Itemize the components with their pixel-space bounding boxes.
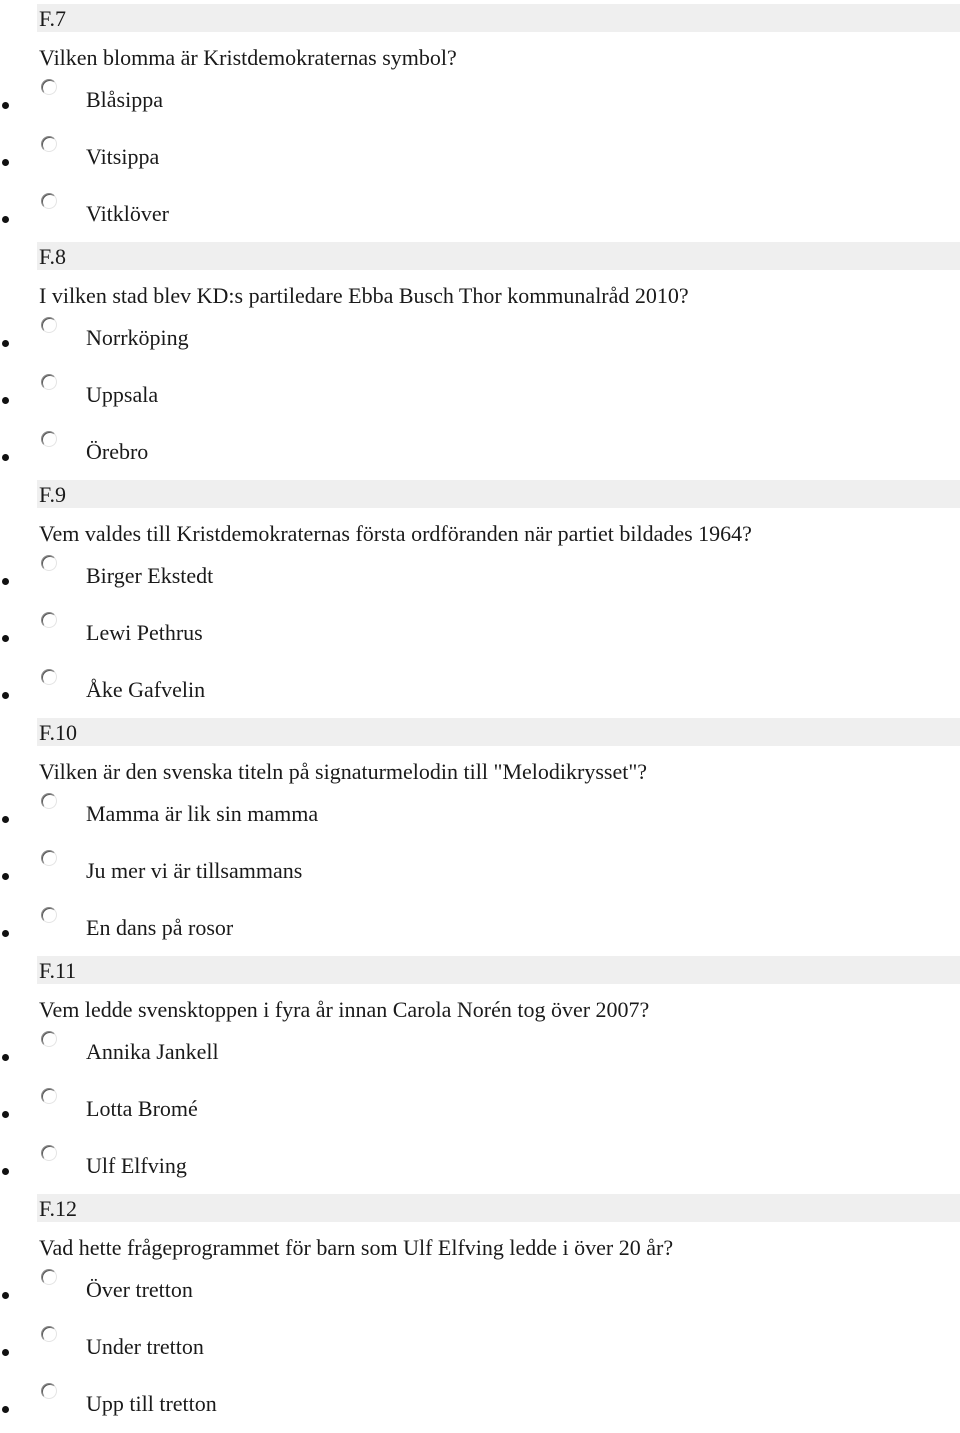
answer-option xyxy=(0,555,960,605)
question-text: Vem valdes till Kristdemokraternas första ordföranden när partiet bildades 1964? xyxy=(39,521,752,546)
answer-option-label[interactable]: Ju mer vi är tillsammans xyxy=(86,858,303,883)
answer-option-label[interactable]: Lotta Bromé xyxy=(86,1096,198,1121)
answer-option xyxy=(0,1145,960,1195)
answer-option-label[interactable]: Mamma är lik sin mamma xyxy=(86,801,319,826)
answer-option-label[interactable]: Vitsippa xyxy=(86,144,160,169)
bullet-icon xyxy=(2,1292,9,1299)
radio-button[interactable] xyxy=(41,1145,57,1161)
bullet-icon xyxy=(2,159,9,166)
radio-button[interactable] xyxy=(41,612,57,628)
question-number: F.8 xyxy=(39,244,66,269)
answer-option xyxy=(0,1031,960,1081)
bullet-icon xyxy=(2,1168,9,1175)
radio-button[interactable] xyxy=(41,1088,57,1104)
radio-button[interactable] xyxy=(41,1326,57,1342)
bullet-icon xyxy=(2,1406,9,1413)
answer-option-label[interactable]: Över tretton xyxy=(86,1277,193,1302)
question-block xyxy=(0,4,960,242)
question-header-bar xyxy=(37,242,960,270)
answer-option xyxy=(0,669,960,719)
question-block xyxy=(0,956,960,1194)
question-text: Vad hette frågeprogrammet för barn som Ulf Elfving ledde i över 20 år? xyxy=(39,1235,674,1260)
radio-button[interactable] xyxy=(41,317,57,333)
question-text: Vem ledde svensktoppen i fyra år innan Carola Norén tog över 2007? xyxy=(39,997,650,1022)
bullet-icon xyxy=(2,816,9,823)
bullet-icon xyxy=(2,1054,9,1061)
answer-option-label[interactable]: Blåsippa xyxy=(86,87,163,112)
answer-option-label[interactable]: Ulf Elfving xyxy=(86,1153,187,1178)
radio-button[interactable] xyxy=(41,374,57,390)
answer-option xyxy=(0,1269,960,1319)
question-header-bar xyxy=(37,4,960,32)
bullet-icon xyxy=(2,692,9,699)
answer-option-label[interactable]: Under tretton xyxy=(86,1334,204,1359)
question-text: Vilken är den svenska titeln på signaturmelodin till "Melodikrysset"? xyxy=(39,759,648,784)
answer-option xyxy=(0,850,960,900)
question-block xyxy=(0,1194,960,1432)
answer-option xyxy=(0,1383,960,1433)
answer-option-label[interactable]: Åke Gafvelin xyxy=(86,677,206,702)
question-header-bar xyxy=(37,480,960,508)
answer-option xyxy=(0,317,960,367)
answer-option xyxy=(0,193,960,243)
radio-button[interactable] xyxy=(41,555,57,571)
bullet-icon xyxy=(2,102,9,109)
answer-option-label[interactable]: Norrköping xyxy=(86,325,189,350)
answer-option-label[interactable]: Vitklöver xyxy=(86,201,169,226)
bullet-icon xyxy=(2,873,9,880)
answer-option-label[interactable]: En dans på rosor xyxy=(86,915,234,940)
radio-button[interactable] xyxy=(41,193,57,209)
answer-option-label[interactable]: Birger Ekstedt xyxy=(86,563,214,588)
question-header-bar xyxy=(37,1194,960,1222)
answer-option xyxy=(0,907,960,957)
bullet-icon xyxy=(2,216,9,223)
radio-button[interactable] xyxy=(41,1269,57,1285)
answer-option xyxy=(0,431,960,481)
radio-button[interactable] xyxy=(41,1383,57,1399)
answer-option-label[interactable]: Örebro xyxy=(86,439,149,464)
answer-option xyxy=(0,1088,960,1138)
question-header-bar xyxy=(37,718,960,746)
radio-button[interactable] xyxy=(41,1031,57,1047)
question-number: F.11 xyxy=(39,958,77,983)
bullet-icon xyxy=(2,454,9,461)
answer-option xyxy=(0,793,960,843)
bullet-icon xyxy=(2,1111,9,1118)
radio-button[interactable] xyxy=(41,431,57,447)
question-text: I vilken stad blev KD:s partiledare Ebba Busch Thor kommunalråd 2010? xyxy=(39,283,689,308)
answer-option-label[interactable]: Annika Jankell xyxy=(86,1039,219,1064)
radio-button[interactable] xyxy=(41,79,57,95)
answer-option-label[interactable]: Uppsala xyxy=(86,382,159,407)
answer-option-label[interactable]: Lewi Pethrus xyxy=(86,620,203,645)
radio-button[interactable] xyxy=(41,850,57,866)
bullet-icon xyxy=(2,1349,9,1356)
radio-button[interactable] xyxy=(41,136,57,152)
question-number: F.9 xyxy=(39,482,66,507)
question-block xyxy=(0,480,960,718)
answer-option-label[interactable]: Upp till tretton xyxy=(86,1391,217,1416)
bullet-icon xyxy=(2,397,9,404)
radio-button[interactable] xyxy=(41,907,57,923)
question-header-bar xyxy=(37,956,960,984)
question-number: F.7 xyxy=(39,6,66,31)
radio-button[interactable] xyxy=(41,793,57,809)
question-number: F.10 xyxy=(39,720,77,745)
question-block xyxy=(0,718,960,956)
bullet-icon xyxy=(2,930,9,937)
question-block xyxy=(0,242,960,480)
bullet-icon xyxy=(2,340,9,347)
answer-option xyxy=(0,612,960,662)
bullet-icon xyxy=(2,578,9,585)
answer-option xyxy=(0,374,960,424)
answer-option xyxy=(0,1326,960,1376)
bullet-icon xyxy=(2,635,9,642)
question-number: F.12 xyxy=(39,1196,77,1221)
answer-option xyxy=(0,79,960,129)
answer-option xyxy=(0,136,960,186)
radio-button[interactable] xyxy=(41,669,57,685)
question-text: Vilken blomma är Kristdemokraternas symbol? xyxy=(39,45,457,70)
